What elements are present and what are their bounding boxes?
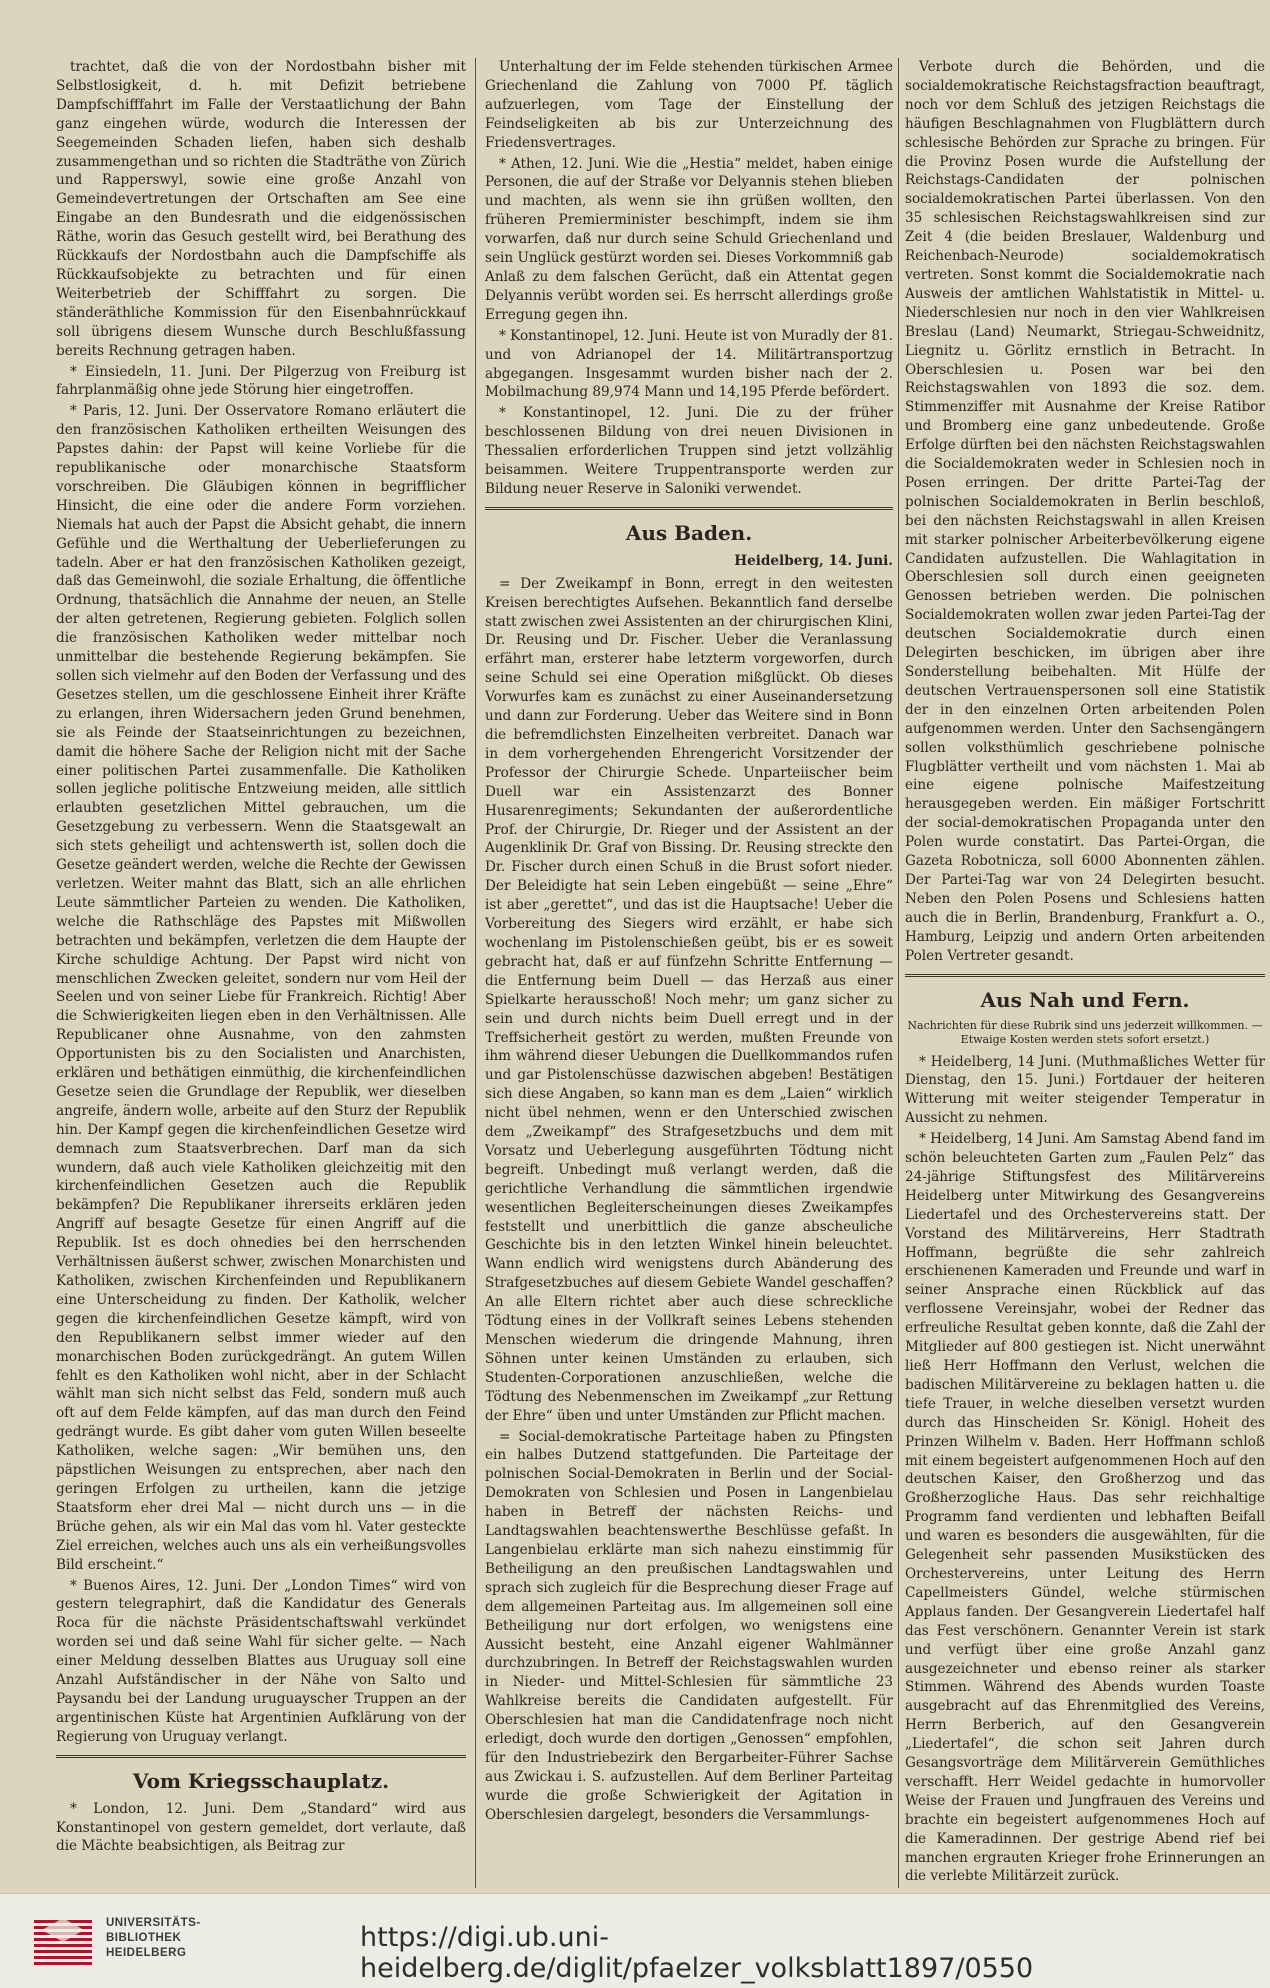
- article-paragraph: * Einsiedeln, 11. Juni. Der Pilgerzug von Freiburg ist fahrplanmäßig ohne jede Störung hier eingetroffen.: [56, 363, 466, 399]
- article-paragraph: = Social-demokratische Parteitage haben zu Pfingsten ein halbes Dutzend stattgefunden. Die Parteitage der polnischen Social-Demokraten in Berlin und der Social-Demokraten von Schlesien und Posen in Langenbielau haben in Betreff der nächsten Reichs- und Landtagswahlen beachtenswerthe Beschlüsse gefaßt. In Langenbielau erklärte man sich nahezu einstimmig für Betheiligung an den preußischen Landtagswahlen und sprach sich zugleich für die Besprechung dieser Frage auf dem allgemeinen Parteitag aus. Im allgemeinen soll eine Betheiligung nur dort erfolgen, wo wenigstens eine Aussicht besteht, eine Anzahl eigener Wahlmänner durchzubringen. In Betreff der Reichstagswahlen wurden in Nieder- und Mittel-Schlesien für sämmtliche 23 Wahlkreise bereits die Candidaten aufgestellt. Für Oberschlesien hat man die Candidatenfrage noch nicht erledigt, doch wurde den dortigen „Genossen“ empfohlen, für den Industriebezirk den Bergarbeiter-Führer Sachse aus Zwickau i. S. aufzustellen. Auf dem Berliner Parteitag wurde die große Schwierigkeit der Agitation in Oberschlesien dargelegt, besonders die Versammlungs-: [485, 1428, 893, 1823]
- article-paragraph: Verbote durch die Behörden, und die socialdemokratische Reichstagsfraction beauftragt, noch vor dem Schluß des jetzigen Reichstags die häufigen Beschlagnahmen von Flugblättern durch schlesische Behörden zur Sprache zu bringen. Für die Provinz Posen wurde die Aufstellung der Reichstags-Candidaten der polnischen socialdemokratischen Partei überlassen. Von den 35 schlesischen Reichstagswahlkreisen sind zur Zeit 4 (die beiden Breslauer, Waldenburg und Reichenbach-Neurode) socialdemokratisch vertreten. Sonst kommt die Socialdemokratie nach Ausweis der amtlichen Wahlstatistik in Mittel- u. Niederschlesien nur noch in den vier Wahlkreisen Breslau (Land) Neumarkt, Striegau-Schweidnitz, Liegnitz u. Görlitz ernstlich in Betracht. In Oberschlesien u. Posen war bei den Reichstagswahlen von 1893 die soz. dem. Stimmenziffer mit Ausnahme der Kreise Ratibor und Bromberg eine ganz unbedeutende. Große Erfolge dürften bei den nächsten Reichstagswahlen die Socialdemokraten weder in Schlesien noch in Posen erringen. Der dritte Partei-Tag der polnischen Socialdemokraten in Berlin beschloß, bei den nächsten Reichstagswahl in allen Kreisen mit starker polnischer Arbeiterbevölkerung eigene Candidaten aufzustellen. Die Wahlagitation in Oberschlesien soll durch einen geeigneten Genossen betrieben werden. Die polnischen Socialdemokraten wollen zwar jeden Partei-Tag der deutschen Socialdemokratie durch einen Delegirten beschicken, im übrigen aber ihre Sonderstellung beibehalten. Mit Hülfe der deutschen Vertrauenspersonen soll eine Statistik der in den einzelnen Orten arbeitenden Polen aufgenommen werden. Unter den Sachsengängern sollen volksthümlich geschriebene polnische Flugblätter vertheilt und vom nächsten 1. Mai ab eine eigene polnische Maifestzeitung herausgegeben werden. Ein mäßiger Fortschritt der social-demokratischen Propaganda unter den Polen wurde constatirt. Das Partei-Organ, die Gazeta Robotnicza, soll 6000 Abonnenten zählen. Der Partei-Tag war von 24 Delegirten besucht. Neben den Polen Posens und Schlesiens hatten auch die in Berlin, Brandenburg, Frankfurt a. O., Hamburg, Leipzig und andern Orten arbeitenden Polen Vertreter gesandt.: [905, 59, 1265, 964]
- rubric-note: Nachrichten für diese Rubrik sind uns jederzeit willkommen. — Etwaige Kosten werden stets sofort ersetzt.): [907, 1018, 1263, 1046]
- column-rule: [898, 58, 899, 1888]
- article-paragraph: * Konstantinopel, 12. Juni. Die zu der früher beschlossenen Bildung von drei neuen Divisionen in Thessalien erforderlichen Truppen sind jetzt vollzählig beisammen. Weitere Truppentransporte werden zur Bildung neuer Reserve in Saloniki verwendet.: [485, 405, 893, 497]
- section-divider: [56, 1755, 466, 1758]
- article-paragraph: * Athen, 12. Juni. Wie die „Hestia“ meldet, haben einige Personen, die auf der Straße vor Delyannis stehen blieben und machten, als wenn sie ihn grüßen wollten, den früheren Premierminister beschimpft, indem sie ihm vorwarfen, daß nur durch seine Schuld Griechenland und sein Unglück gestürzt worden sei. Dieses Vorkommniß gab Anlaß zu dem falschen Gerücht, daß ein Attentat gegen Delyannis verübt worden sei. Es herrscht allerdings große Erregung gegen ihn.: [485, 155, 893, 323]
- article-paragraph: = Der Zweikampf in Bonn, erregt in den weitesten Kreisen berechtigtes Aufsehen. Bekanntlich fand derselbe statt zwischen zwei Assistenten an der chirurgischen Klini, Dr. Reusing und Dr. Fischer. Ueber die Veranlassung erfährt man, ersterer habe letzterm vorgeworfen, durch seine Schuld sei eine Operation mißglückt. Ob dieses Vorwurfes kam es zunächst zu einer Auseinandersetzung und dann zur Forderung. Ueber das Weitere sind in Bonn die befremdlichsten Einzelheiten verbreitet. Danach war in dem vorhergehenden Ehrengericht Vorsitzender der Professor der Chirurgie Schede. Unparteiischer beim Duell war ein Assistenzarzt des Bonner Husarenregiments; Sekundanten der außerordentliche Prof. der Chirurgie, Dr. Rieger und der Assistent an der Augenklinik Dr. Graf von Bissing. Dr. Reusing streckte den Dr. Fischer durch einen Schuß in die Brust sofort nieder. Der Beleidigte hat sein Leben eingebüßt — seine „Ehre“ ist aber „gerettet“, und das ist die Hauptsache! Ueber die Vorbereitung des Siegers wird erzählt, er habe sich wochenlang im Pistolenschießen geübt, bis er es soweit gebracht hat, daß er auf fünfzehn Schritte Entfernung — die Entfernung beim Duell — das Herzaß aus einer Spielkarte herausschoß! Noch mehr; um ganz sicher zu sein und durch nichts beim Duell erregt und in der Treffsicherheit gestört zu werden, mußten Freunde von ihm während dieser Uebungen die Duellkommandos rufen und gar Pistolenschüsse dazwischen abgeben! Bestätigen sich diese Angaben, so kann man es dem „Laien“ wirklich nicht übel nehmen, wenn er den Unterschied zwischen dem „Zweikampf“ des Strafgesetzbuchs und dem mit Vorsatz und Ueberlegung ausgeführten Tödtung nicht begreift. Unbedingt muß verlangt werden, daß die gerichtliche Verhandlung die sämmtlichen irgendwie wesentlichen Begleiterscheinungen dieses Zweikampfes feststellt und unerbittlich die ganze abscheuliche Geschichte bis in den letzten Winkel hinein beleuchtet. Wann endlich wird wenigstens durch Abänderung des Strafgesetzbuches auf diesem Gebiete Wandel geschaffen? An alle Eltern richtet aber auch diese schreckliche Tödtung eines in der Vollkraft seines Lebens stehenden Menschen wiederum die dringende Mahnung, ihren Söhnen unter keinen Umständen zu erlauben, sich Studenten-Corporationen anzuschließen, welche die Tödtung des Nebenmenschen im Zweikampf „zur Rettung der Ehre“ üben und unter Umständen zur Pflicht machen.: [485, 575, 893, 1424]
- library-name: [106, 1916, 201, 1961]
- footer-bar: [0, 1893, 1270, 1988]
- column-1: [56, 58, 466, 1888]
- column-3: [905, 58, 1265, 1888]
- article-paragraph: Unterhaltung der im Felde stehenden türkischen Armee Griechenland die Zahlung von 7000 Pf. täglich aufzuerlegen, vom Tage der Einstellung der Feindseligkeiten ab bis zur Unterzeichnung des Friedensvertrages.: [485, 59, 893, 151]
- article-paragraph: * Paris, 12. Juni. Der Osservatore Romano erläutert die den französischen Katholiken ertheilten Weisungen des Papstes dahin: der Papst will keine Vorliebe für die republikanische oder monarchische Staatsform vorschreiben. Die Gläubigen können in begrifflicher Hinsicht, die eine oder die andere Form vorziehen. Niemals hat auch der Papst die Absicht gehabt, die innern Gefühle und die Werthaltung der Ueberlieferungen zu tadeln. Aber er hat den französischen Katholiken gezeigt, daß das Gemeinwohl, die soziale Erhaltung, die öffentliche Ordnung, thatsächlich die Annahme der neuen, an Stelle der alten getretenen, Regierung gebieten. Folglich sollen die französischen Katholiken weder mittelbar noch unmittelbar die bestehende Regierung bekämpfen. Sie sollen sich vielmehr auf den Boden der Verfassung und des Gesetzes stellen, um die geschlossene Einheit ihrer Kräfte zu erlangen, ihren Widersachern jeden Grund benehmen, sie als Feinde der Staatseinrichtungen zu bezeichnen, damit die höhere Sache der Religion nicht mit der Sache einer politischen Partei zusammenfalle. Die Katholiken sollen jegliche politische Entzweiung meiden, alle sittlich erlaubten gesetzlichen Mittel gebrauchen, um die Gesetzgebung zu verbessern. Wenn die Staatsgewalt an sich stets geheiligt und achtenswerth ist, sollen doch die Gesetze geändert werden, welche die Rechte der Gewissen verletzen. Weiter mahnt das Blatt, sich an alle ehrlichen Leute sämmtlicher Parteien zu wenden. Die Katholiken, welche die Rathschläge des Papstes mit Mißwollen betrachten und bekämpfen, verletzen die dem Haupte der Kirche schuldige Achtung. Der Papst wird nicht von menschlichen Zwecken geleitet, sondern nur vom Heil der Seelen und von seiner Liebe für Frankreich. Richtig! Aber die Schwierigkeiten liegen eben in den Verhältnissen. Alle Republicaner ohne Ausnahme, von den zahmsten Opportunisten bis zu den Socialisten und Anarchisten, erklären und bethätigen einmüthig, die kirchenfeindlichen Gesetze seien die Grundlage der Republik, wer dieselben angreife, ändern wolle, arbeite auf den Sturz der Republik hin. Der Kampf gegen die kirchenfeindlichen Gesetze wird demnach zum Staatsverbrechen. Darf man da sich wundern, daß auch viele Katholiken gleichzeitig mit den kirchenfeindlichen Gesetzen auch die Republik bekämpfen? Die Republikaner ihrerseits erklären jeden Angriff auf besagte Gesetze für einen Angriff auf die Republik. Ist es doch ohnedies bei den herrschenden Verhältnissen äußerst schwer, zwischen Monarchisten und Katholiken, zwischen Kirchenfeinden und Republikanern eine Unterscheidung zu finden. Der Katholik, welcher gegen die kirchenfeindlichen Gesetze kämpft, wird von den Republikanern selbst immer wieder auf den monarchischen Boden zurückgedrängt. An gutem Willen fehlt es den Katholiken wohl nicht, aber in der Schlacht wählt man sich nicht selbst das Feld, sondern muß auch oft auf dem Felde kämpfen, auf das man durch den Feind gedrängt wurde. Es gibt daher vom guten Willen beseelte Katholiken, welche sagen: „Wir bemühen uns, den päpstlichen Weisungen zu entsprechen, aber nach den geringen Erfolgen zu urtheilen, kann die jetzige Staatsform eher drei Mal — nicht durch uns — in die Brüche gehen, als wir ein Mal das vom hl. Vater gesteckte Ziel erreichen, welches auch uns als ein verheißungsvolles Bild erscheint.“: [56, 403, 466, 1573]
- article-paragraph: * Heidelberg, 14 Juni. (Muthmaßliches Wetter für Dienstag, den 15. Juni.) Fortdauer der heiteren Witterung mit weiter steigender Temperatur in Aussicht zu nehmen.: [905, 1053, 1265, 1127]
- article-paragraph: * Konstantinopel, 12. Juni. Heute ist von Muradly der 81. und von Adrianopel der 14. Militärtransportzug abgegangen. Insgesammt wurden bisher nach der 2. Mobilmachung 89,974 Mann und 14,195 Pferde befördert.: [485, 327, 893, 401]
- dateline: Heidelberg, 14. Juni.: [734, 552, 893, 569]
- library-name-line: BIBLIOTHEK: [106, 1932, 182, 1944]
- permalink-url[interactable]: https://digi.ub.uni-heidelberg.de/diglit/pfaelzer_volksblatt1897/0550: [360, 1922, 1034, 1984]
- section-divider: [905, 974, 1265, 977]
- article-paragraph: * London, 12. Juni. Dem „Standard“ wird aus Konstantinopel von gestern gemeldet, dort verlaute, daß die Mächte beabsichtigen, als Beitrag zur: [56, 1800, 466, 1855]
- section-heading: Aus Nah und Fern.: [980, 987, 1190, 1012]
- article-paragraph: * Buenos Aires, 12. Juni. Der „London Times“ wird von gestern telegraphirt, daß die Kandidatur des Generals Roca für die nächste Präsidentschaftswahl verkündet worden sei und daß seine Wahl für sicher gelte. — Nach einer Meldung desselben Blattes aus Uruguay soll eine Anzahl Aufständischer in der Nähe von Salto und Paysandu bei der Landung uruguayscher Truppen an der argentinischen Küste hat Argentinien Aufklärung von der Regierung von Uruguay verlangt.: [56, 1577, 466, 1745]
- section-divider: [485, 507, 893, 510]
- section-heading: Vom Kriegsschauplatz.: [132, 1768, 390, 1793]
- library-name-line: HEIDELBERG: [106, 1947, 187, 1959]
- library-name-line: UNIVERSITÄTS-: [106, 1917, 201, 1929]
- column-2: [485, 58, 893, 1888]
- article-paragraph: * Heidelberg, 14 Juni. Am Samstag Abend fand im schön beleuchteten Garten zum „Faulen Pelz“ das 24-jährige Stiftungsfest des Militärvereins Heidelberg unter Mitwirkung des Gesangvereins Liedertafel und des Orchestervereins statt. Der Vorstand des Militärvereins, Herr Stadtrath Hoffmann, begrüßte die sehr zahlreich erschienenen Kameraden und Freunde und warf in seiner Ansprache einen Rückblick auf das verflossene Vereinsjahr, wobei der Redner das erfreuliche Resultat geben konnte, daß die Zahl der Mitglieder auf 800 gestiegen ist. Nicht unerwähnt ließ Herr Hoffmann den Verlust, welchen die badischen Militärvereine zu beklagen hatten u. die tiefe Trauer, in welche dieselben versetzt wurden durch das Hinscheiden Sr. Königl. Hoheit des Prinzen Wilhelm v. Baden. Herr Hoffmann schloß mit einem begeistert aufgenommenen Hoch auf den deutschen Kaiser, den Großherzog und das Großherzogliche Haus. Das sehr reichhaltige Programm fand verdienten und lebhaften Beifall und waren es besonders die ausgewählten, für die Gelegenheit sehr passenden Musikstücken des Orchestervereins, unter Leitung des Herrn Capellmeisters Gündel, welche stürmischen Applaus fanden. Der Gesangverein Liedertafel half das Fest verschönern. Genannter Verein ist stark und verfügt über eine große Anzahl ganz ausgezeichneter und ebenso reiner als starker Stimmen. Während des Abends wurden Toaste ausgebracht auf das Ehrenmitglied des Vereins, Herrn Berberich, auf den Gesangverein „Liedertafel“, die schon seit Jahren durch Gesangsvorträge dem Militärverein Gemüthliches verschafft. Herr Weidel gedachte in humorvoller Weise der Frauen und Jungfrauen des Vereins und brachte ein begeistert aufgenommenes Hoch auf die Kameradinnen. Der gestrige Abend rief bei manchen ergrauten Krieger frohe Erinnerungen an die verlebte Militärzeit zurück.: [905, 1131, 1265, 1885]
- article-paragraph: trachtet, daß die von der Nordostbahn bisher mit Selbstlosigkeit, d. h. mit Defizit betriebene Dampfschifffahrt im Falle der Verstaatlichung der Bahn ganz eingehen würde, wodurch die Interessen der Seegemeinden Schaden liefen, haben sich deshalb zusammengethan und so richten die Stadträthe von Zürich und Rapperswyl, sowie eine große Anzahl von Gemeindevertretungen der Ortschaften am See eine Eingabe an den Bundesrath und die eidgenössischen Räthe, worin das Gesuch gestellt wird, bei Berathung des Rückkaufs der Nordostbahn auch die Dampfschiffe als Rückkaufsobjekte zu betrachten und für einen Weiterbetrieb der Schifffahrt zu sorgen. Die ständeräthliche Kommission für den Eisenbahnrückkauf soll übrigens diesem Wunsche durch Beschlußfassung bereits Rechnung getragen haben.: [56, 59, 466, 359]
- column-rule: [475, 58, 476, 1888]
- university-library-logo-icon: [28, 1914, 98, 1970]
- section-heading: Aus Baden.: [625, 520, 753, 545]
